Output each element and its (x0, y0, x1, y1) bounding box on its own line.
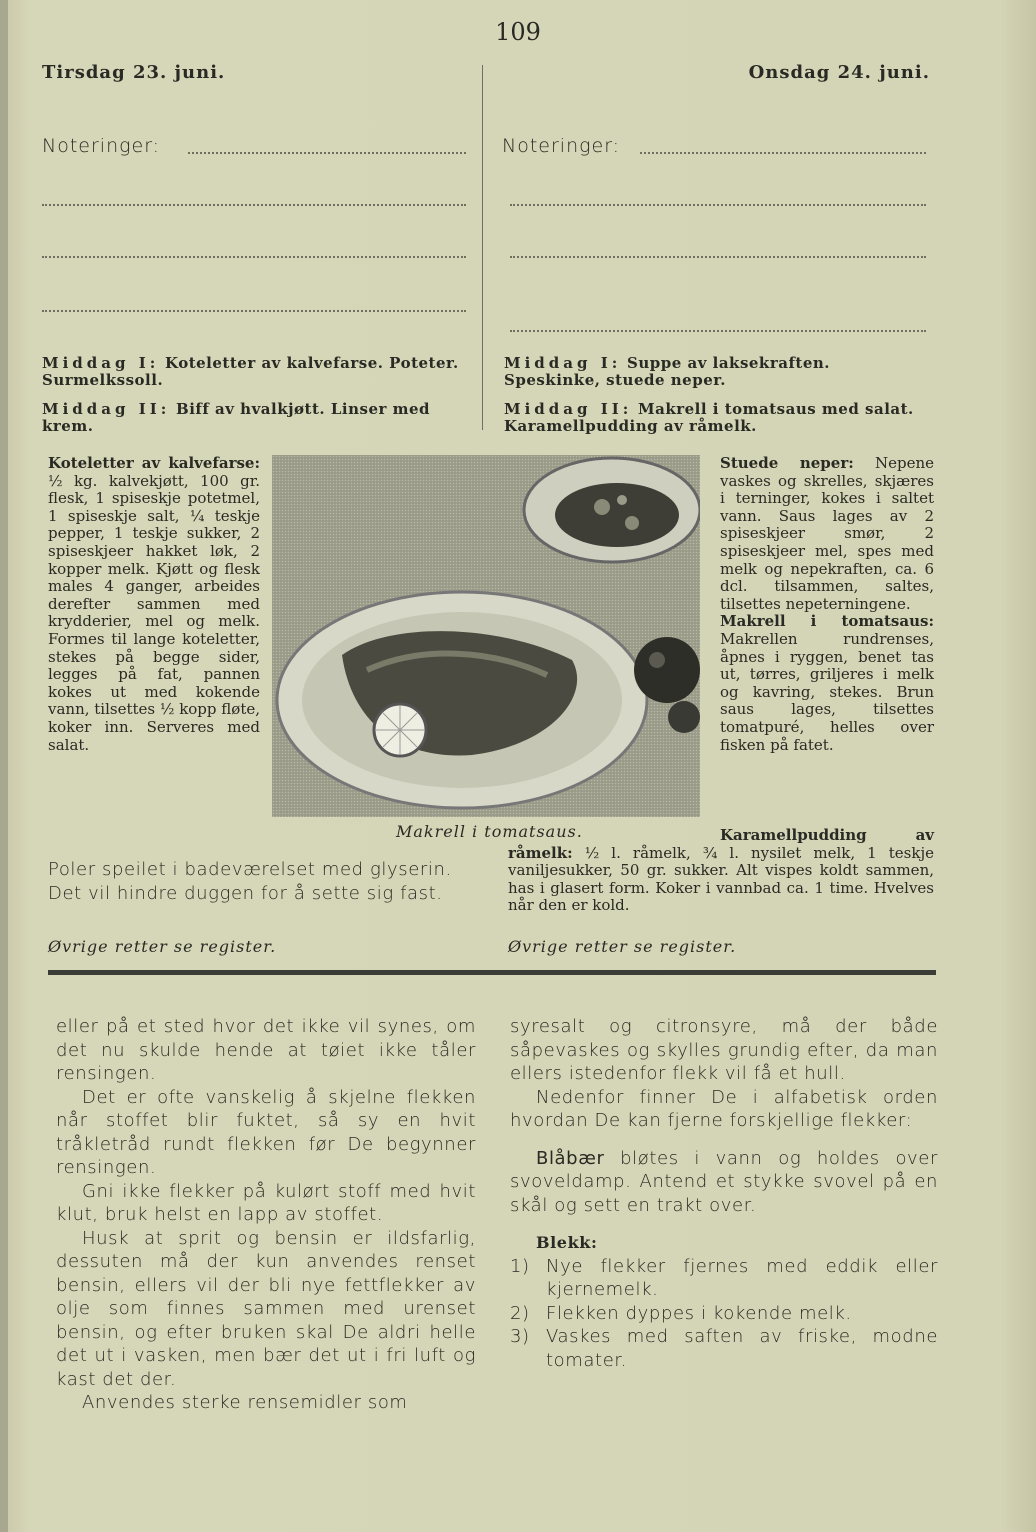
left-recipe-title: Koteletter av kalvefarse: (48, 454, 260, 472)
left-menu-2-label: Middag II: (42, 400, 171, 418)
right-notes-line-1 (640, 152, 926, 154)
recipe-karamellpudding (508, 827, 934, 915)
lower-right-text (510, 1015, 938, 1372)
list-item-number: 3) (510, 1326, 530, 1347)
right-recipes (720, 455, 934, 754)
recipe-stuede-neper-title: Stuede neper: (720, 454, 854, 472)
lower-left-text (56, 1015, 476, 1415)
right-menu-1-text: Suppe av laksekraften. Speskinke, stuede neper. (504, 354, 831, 389)
lower-left-paragraph: Gni ikke flekker på kulørt stoff med hvit klut, bruk helst en lapp av stoffet. (56, 1180, 476, 1225)
recipe-makrell-title: Makrell i tomatsaus: (720, 612, 934, 631)
stain-blabaer-title: Blåbær (536, 1147, 605, 1169)
right-menu-2-text: Makrell i tomatsaus med salat. Karamellpudding av råmelk. (504, 400, 914, 435)
left-notes-label: Noteringer: (42, 135, 161, 157)
left-other-dishes: Øvrige retter se register. (48, 937, 277, 956)
stain-blekk-title: Blekk: (536, 1233, 598, 1252)
left-recipe (48, 455, 260, 754)
lower-right-paragraph-1: syresalt og citronsyre, må der både såpevaskes og skylles grundig efter, da man ellers istedenfor flekk vil få et hull. (510, 1016, 938, 1084)
recipe-makrell (720, 613, 934, 754)
mackerel-photo (272, 455, 700, 817)
list-item-text: Vaskes med saften av friske, modne tomater. (546, 1326, 938, 1371)
right-day-heading: Onsdag 24. juni. (748, 62, 930, 83)
photo-caption: Makrell i tomatsaus. (396, 822, 583, 841)
lower-left-paragraph: Anvendes sterke rensemidler som (82, 1392, 408, 1413)
left-menu-2-text: Biff av hvalkjøtt. Linser med krem. (42, 400, 431, 435)
left-menu-1-label: Middag I: (42, 354, 160, 372)
list-item-text: Flekken dyppes i kokende melk. (546, 1302, 852, 1324)
recipe-stuede-neper-text: Nepene vaskes og skrelles, skjæres i terninger, kokes i saltet vann. Saus lages av 2 spiseskjeer smør, 2 spiseskjeer mel, spes med melk og nepekraften, ca. 6 dcl. tilsammen, saltes, tilsettes nepeterningene. (720, 454, 934, 613)
right-notes-label: Noteringer: (502, 135, 621, 157)
recipe-karamellpudding-title: Karamellpudding av råmelk: (508, 826, 934, 862)
stain-blekk-list (510, 1255, 938, 1373)
household-tip: Poler speilet i badeværelset med glyserin. Det vil hindre duggen for å sette sig fast. (48, 859, 452, 904)
right-notes-line-4 (510, 330, 926, 332)
recipe-karamellpudding-text: ½ l. råmelk, ¾ l. nysilet melk, 1 teskje vaniljesukker, 50 gr. sukker. Alt vispes koldt sammen, has i glasert form. Koker i vannbad ca. 1 time. Hvelves når den er kold. (508, 843, 934, 915)
list-item-number: 2) (510, 1302, 530, 1324)
stain-blabaer (510, 1147, 938, 1218)
lower-right-paragraph-2: Nedenfor finner De i alfabetisk orden hvordan De kan fjerne forskjellige flekker: (510, 1086, 938, 1131)
right-other-dishes: Øvrige retter se register. (508, 937, 737, 956)
lower-left-paragraph: Det er ofte vanskelig å skjelne flekken når stoffet blir fuktet, så sy en hvit tråkletråd rundt flekken før De begynner rensingen. (56, 1086, 476, 1178)
recipe-makrell-text: Makrellen rundrenses, åpnes i ryggen, benet tas ut, tørres, griljeres i melk og kavring, stekes. Brun saus lages, tilsettes tomatpuré, helles over fisken på fatet. (720, 629, 934, 754)
stain-blabaer-text: bløtes i vann og holdes over svoveldamp. Antend et stykke svovel på en skål og sett en trakt over. (510, 1147, 938, 1216)
page-number: 109 (495, 18, 541, 46)
right-menu-1 (504, 355, 930, 389)
list-item (510, 1302, 938, 1326)
lower-left-paragraph: eller på et sted hvor det ikke vil synes, om det nu skulde hende at tøiet ikke tåler rensingen. (56, 1016, 476, 1084)
page-spine (0, 0, 8, 1532)
left-notes-line-1 (188, 152, 466, 154)
left-recipe-text: ½ kg. kalvekjøtt, 100 gr. flesk, 1 spiseskje potetmel, 1 spiseskje salt, ¼ teskje pepper, 1 teskje sukker, 2 spiseskjeer hakket løk, 2 kopper melk. Kjøtt og flesk males 4 ganger, arbeides derefter sammen med krydderier, mel og melk. Formes til lange koteletter, stekes på begge sider, legges på fat, pannen kokes ut med kokende vann, tilsettes ½ kopp fløte, koker inn. Serveres med salat. (48, 471, 260, 754)
recipe-stuede-neper (720, 455, 934, 613)
column-divider (482, 65, 483, 430)
section-rule (48, 970, 936, 975)
left-notes-line-2 (42, 204, 466, 206)
left-notes-line-4 (42, 310, 466, 312)
lower-left-paragraph: Husk at sprit og bensin er ildsfarlig, dessuten må der kun anvendes renset bensin, ellers vil der bli nye fettflekker av olje som finnes sammen med urenset bensin, og efter bruken skal De aldri helle det ut i vasken, men bær det ut i fri luft og kast det der. (56, 1227, 476, 1390)
right-menu-2 (504, 401, 930, 435)
right-menu-1-label: Middag I: (504, 354, 622, 372)
right-menu-2-label: Middag II: (504, 400, 633, 418)
left-notes-line-3 (42, 256, 466, 258)
left-day-heading: Tirsdag 23. juni. (42, 62, 226, 83)
list-item (510, 1255, 938, 1302)
right-notes-line-3 (510, 256, 926, 258)
left-menu-1 (42, 355, 466, 389)
list-item (510, 1325, 938, 1372)
right-notes-line-2 (510, 204, 926, 206)
list-item-text: Nye flekker fjernes med eddik eller kjernemelk. (546, 1255, 938, 1300)
left-menu-1-text: Koteletter av kalvefarse. Poteter. Surmelkssoll. (42, 354, 459, 389)
list-item-number: 1) (510, 1255, 530, 1277)
left-menu-2 (42, 401, 466, 435)
